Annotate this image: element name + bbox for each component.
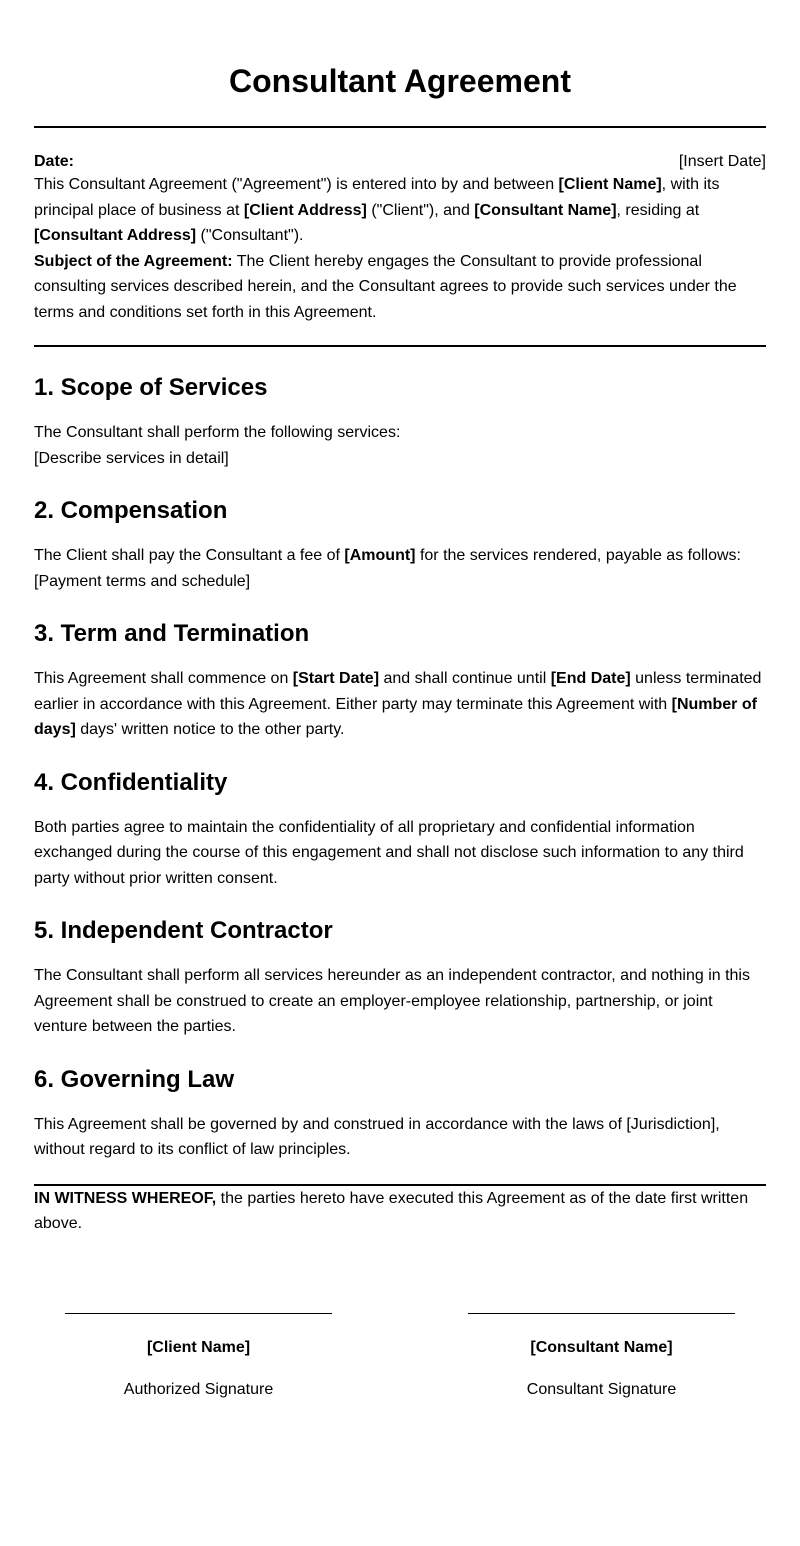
scope-line-2: [Describe services in detail] (34, 449, 229, 467)
divider-middle (34, 345, 766, 347)
term-text-3: unless terminated earlier in accordance with this Agreement. Either party may terminate this Agreement with (34, 670, 762, 713)
signature-area (34, 1313, 766, 1433)
term-text-4: days' written notice to the other party. (75, 721, 345, 738)
section-scope (34, 373, 766, 471)
section-body-term (34, 666, 766, 743)
term-end-date: [End Date] (550, 670, 631, 687)
signature-block-client (65, 1313, 332, 1400)
intro-client-name: [Client Name] (558, 176, 662, 193)
intro-text-1: This Consultant Agreement ("Agreement") is entered into by and between (34, 176, 559, 193)
intro-text-3: ("Client"), and (366, 201, 475, 219)
section-body-law: This Agreement shall be governed by and construed in accordance with the laws of [Jurisdiction], without regard to its conflict of law principles. (34, 1115, 720, 1158)
signature-name-consultant: [Consultant Name] (530, 1338, 673, 1356)
signature-name-client: [Client Name] (146, 1338, 251, 1356)
compensation-amount: [Amount] (344, 547, 416, 564)
term-start-date: [Start Date] (292, 670, 380, 687)
section-confidentiality (34, 768, 766, 892)
scope-line-1: The Consultant shall perform the following services: (34, 424, 401, 441)
section-body-contractor: The Consultant shall perform all services hereunder as an independent contractor, and nothing in this Agreement shall be construed to create an employer-employee relationship, partnership, or joint venture between the parties. (34, 967, 750, 1035)
compensation-text-1: The Client shall pay the Consultant a fee of (34, 547, 345, 564)
document-title: Consultant Agreement (229, 63, 571, 99)
term-days: [Number of days] (34, 695, 757, 738)
witness-label: IN WITNESS WHEREOF, (34, 1189, 217, 1207)
section-heading-contractor: 5. Independent Contractor (34, 917, 333, 944)
section-heading-compensation: 2. Compensation (34, 497, 228, 524)
intro-consultant-address: [Consultant Address] (34, 227, 197, 244)
compensation-text-2: for the services rendered, payable as follows: (415, 547, 741, 564)
compensation-line-2: [Payment terms and schedule] (34, 572, 251, 590)
signature-role-consultant: Consultant Signature (526, 1380, 677, 1398)
section-term (34, 619, 766, 743)
section-heading-law: 6. Governing Law (34, 1065, 235, 1093)
witness-text: the parties hereto have executed this Agreement as of the date first written above. (34, 1189, 749, 1232)
intro-paragraph (34, 172, 766, 249)
section-heading-scope: 1. Scope of Services (34, 374, 268, 401)
divider-top (34, 126, 766, 128)
signature-line-consultant (468, 1313, 735, 1314)
signature-line-client (65, 1313, 332, 1314)
term-text-2: and shall continue until (379, 670, 551, 687)
date-value: [Insert Date] (678, 153, 766, 170)
section-body-confidentiality: Both parties agree to maintain the confidentiality of all proprietary and confidential information exchanged during the course of this engagement and shall not disclose such information to any third party without prior written consent. (34, 818, 744, 887)
intro-text-4: , residing at (616, 201, 700, 219)
intro-client-address: [Client Address] (243, 201, 367, 219)
section-body-scope (34, 420, 766, 471)
subject-paragraph (34, 249, 766, 326)
section-compensation (34, 496, 766, 594)
term-text-1: This Agreement shall commence on (34, 670, 293, 687)
section-contractor (34, 916, 766, 1040)
section-heading-term: 3. Term and Termination (34, 620, 310, 647)
intro-text-2: , with its principal place of business at (34, 176, 720, 219)
date-label: Date: (34, 153, 75, 170)
date-row (34, 152, 766, 172)
section-law (34, 1065, 766, 1163)
intro-consultant-name: [Consultant Name] (474, 201, 617, 219)
subject-text: The Client hereby engages the Consultant to provide professional consulting services described herein, and the Consultant agrees to provide such services under the terms and conditions set forth in this Agreement. (34, 252, 737, 321)
signature-block-consultant (468, 1313, 735, 1400)
witness-paragraph (34, 1186, 766, 1237)
intro-text-5: ("Consultant"). (196, 227, 304, 244)
subject-label: Subject of the Agreement: (34, 252, 233, 270)
section-body-compensation (34, 543, 766, 594)
section-heading-confidentiality: 4. Confidentiality (34, 768, 228, 796)
signature-role-client: Authorized Signature (123, 1380, 274, 1398)
